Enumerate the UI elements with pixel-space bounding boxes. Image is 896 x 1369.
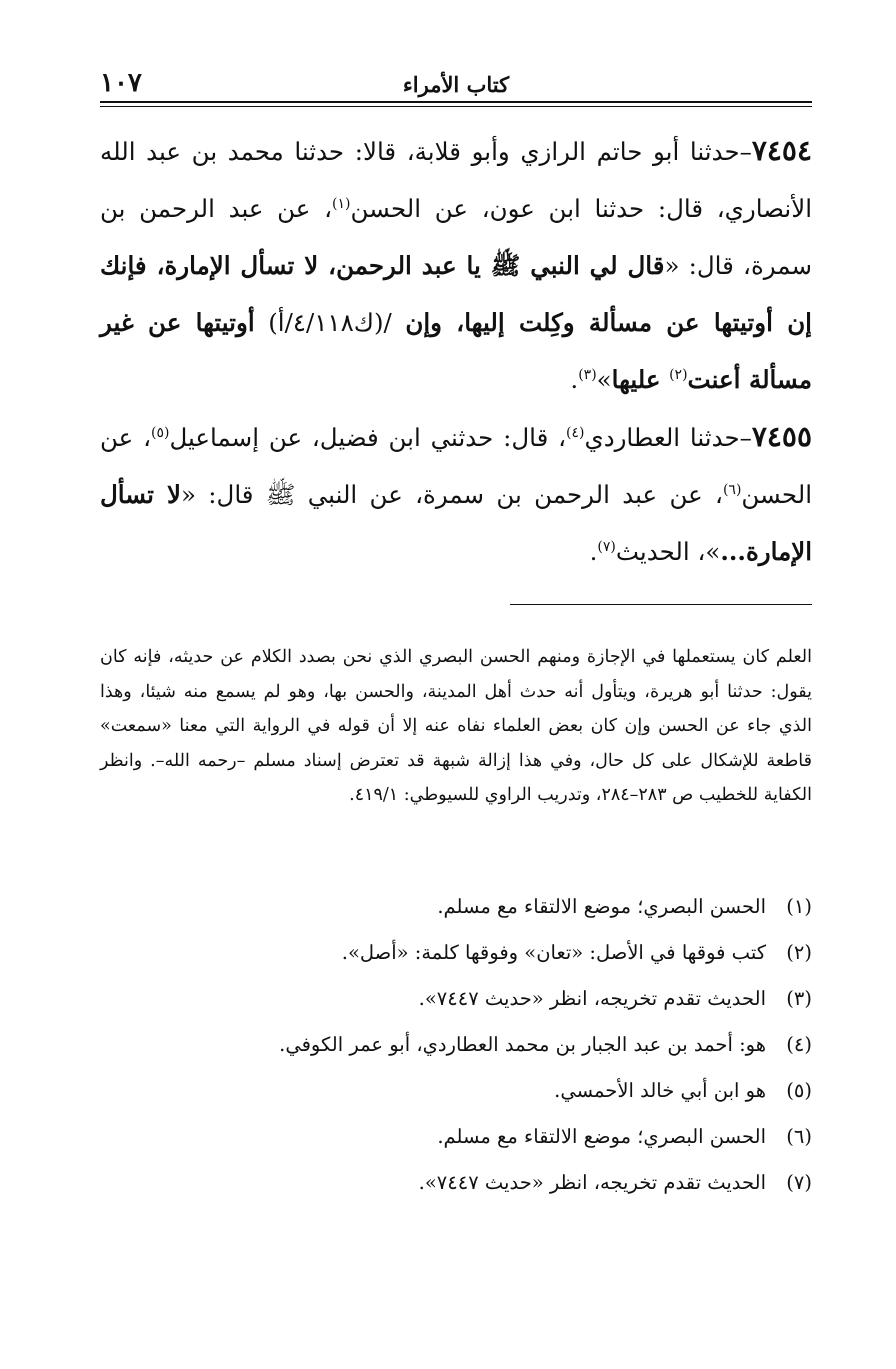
hadith-text: ، قال: حدثني ابن فضيل، عن إسماعيل	[169, 423, 567, 452]
hadith-7454	[100, 122, 812, 408]
hadith-7455	[100, 408, 812, 580]
footnote-marker: (١)	[332, 195, 351, 212]
footnote-number: (٢)	[786, 941, 812, 964]
footnote-marker: (٦)	[722, 481, 742, 498]
hadith-matn: أوتيتها عن غير مسألة أعنت	[100, 308, 812, 394]
main-text	[100, 122, 812, 580]
hadith-text: –حدثنا أبو حاتم الرازي وأبو قلابة، قالا: حدثنا محمد بن عبد الله الأنصاري، قال: حدثنا ابن عون، عن الحسن	[100, 137, 812, 223]
hadith-number: ٧٤٥٤	[751, 134, 812, 167]
footnote-item	[100, 1114, 812, 1160]
hadith-text: .	[589, 537, 598, 566]
footnote-item	[100, 976, 812, 1022]
hadith-matn: عليها	[611, 365, 670, 394]
footnote-text: كتب فوقها في الأصل: «تعان» وفوقها كلمة: «أصل».	[341, 941, 766, 964]
footnote-item	[100, 884, 812, 930]
hadith-text: ، عن الحسن	[100, 423, 812, 509]
header-rule-thin	[100, 106, 812, 107]
footnote-item	[100, 1160, 812, 1206]
header-title: كتاب الأمراء	[402, 72, 510, 97]
page-number: ١٠٧	[100, 68, 142, 98]
footnote-text: الحسن البصري؛ موضع الالتقاء مع مسلم.	[437, 1125, 766, 1148]
hadith-number: ٧٤٥٥	[751, 420, 812, 453]
running-header	[100, 66, 812, 100]
hadith-text: ، عن عبد الرحمن بن سمرة، عن النبي ﷺ قال: «	[180, 480, 723, 509]
hadith-text: ، عن عبد الرحمن بن سمرة، قال: «	[100, 194, 812, 280]
footnote-continuation: العلم كان يستعملها في الإجازة ومنهم الحسن البصري الذي نحن بصدد الكلام عن حديثه، فإنه كان يقول: حدثنا أبو هريرة، ويتأول أنه حدث أهل المدينة، والحسن بها، وهو لم يسمع منه شيئا، وهذا الذي جاء عن الحسن وإن كان بعض العلماء نفاه عنه إلا أن قوله في الرواية التي معنا «سمعت» قاطعة للإشكال على كل حال، وفي هذا إزالة شبهة قد تعترض إسناد مسلم –رحمه الله–. وانظر الكفاية للخطيب ص ٢٨٣–٢٨٤، وتدريب الراوي للسيوطي: ٤١٩/١.	[100, 647, 812, 805]
footnote-item	[100, 1068, 812, 1114]
manuscript-reference: /(ك٤/١١٨/أ)	[254, 308, 406, 337]
footnote-number: (٧)	[786, 1171, 812, 1194]
footnote-number: (٥)	[786, 1079, 812, 1102]
footnote-text: الحسن البصري؛ موضع الالتقاء مع مسلم.	[437, 895, 766, 918]
hadith-text: –حدثنا العطاردي	[584, 423, 752, 452]
footnote-text: هو: أحمد بن عبد الجبار بن محمد العطاردي، أبو عمر الكوفي.	[279, 1033, 766, 1056]
hadith-matn: قال لي النبي ﷺ يا عبد الرحمن، لا تسأل الإمارة، فإنك إن أوتيتها عن مسألة وكِلت إليها، وإن	[100, 251, 812, 337]
hadith-text: »	[596, 365, 612, 394]
footnote-text: هو ابن أبي خالد الأحمسي.	[554, 1079, 766, 1102]
footnote-text: الحديث تقدم تخريجه، انظر «حديث ٧٤٤٧».	[418, 1171, 766, 1194]
footnote-number: (٣)	[786, 987, 812, 1010]
footnote-number: (١)	[786, 895, 812, 918]
footnotes-list	[100, 884, 812, 1206]
footnote-marker: (٣)	[578, 366, 597, 383]
hadith-text: .	[570, 365, 579, 394]
footnote-number: (٦)	[786, 1125, 812, 1148]
footnote-marker: (٤)	[566, 424, 585, 441]
hadith-matn: لا تسأل الإمارة...	[100, 480, 812, 566]
footnote-item	[100, 930, 812, 976]
footnote-marker: (٥)	[151, 424, 170, 441]
footnote-number: (٤)	[786, 1033, 812, 1056]
footnote-marker: (٢)	[669, 366, 688, 383]
footnote-item	[100, 1022, 812, 1068]
footnote-separator	[510, 604, 812, 605]
footnote-text: الحديث تقدم تخريجه، انظر «حديث ٧٤٤٧».	[418, 987, 766, 1010]
header-rule-thick	[100, 101, 812, 103]
hadith-text: »، الحديث	[615, 537, 721, 566]
footnote-marker: (٧)	[597, 538, 616, 555]
